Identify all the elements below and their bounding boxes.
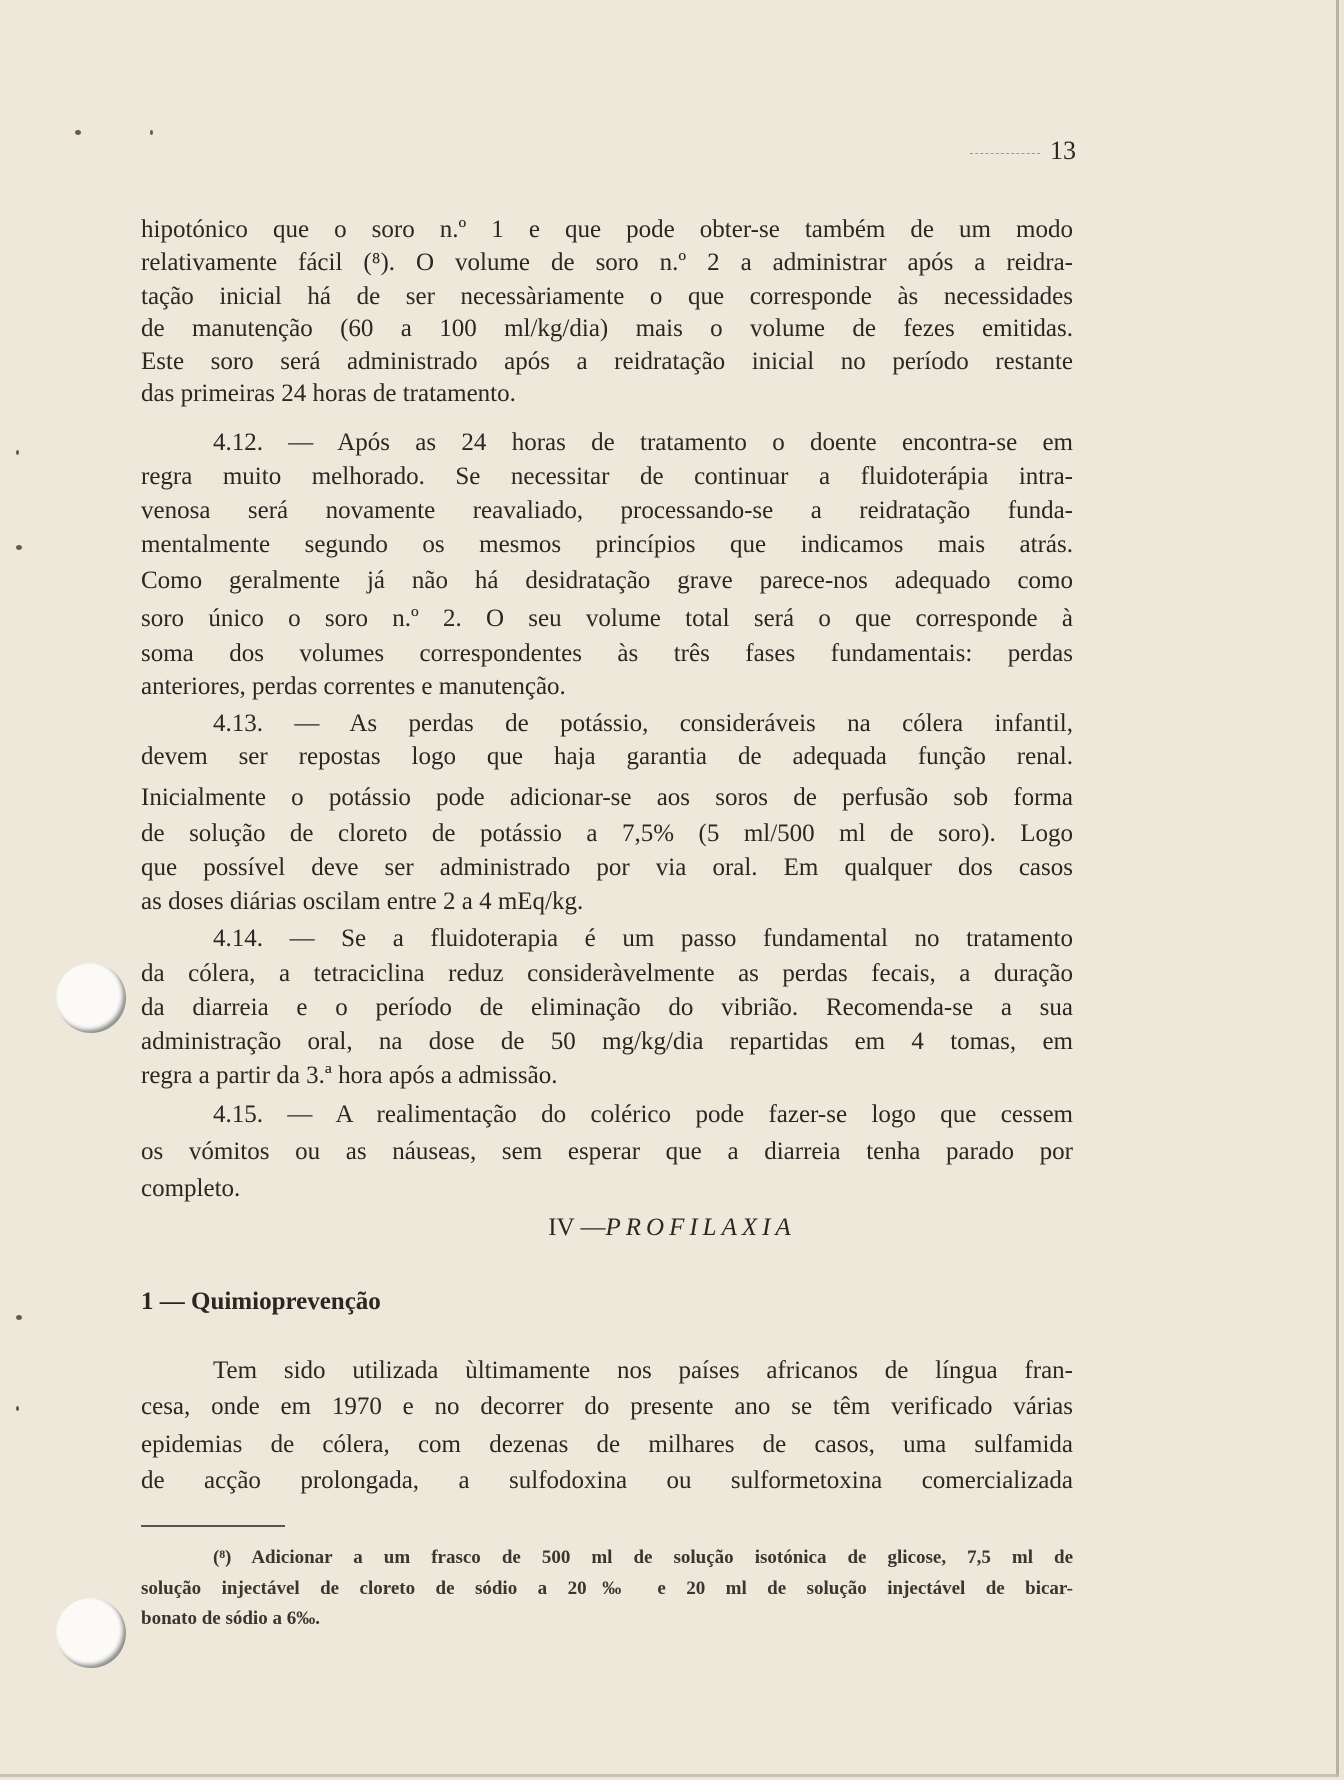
text-line: soro único o soro n.º 2. O seu volume total será o que corresponde à [141,604,1073,632]
scan-mark [16,1406,19,1411]
text-line: da cólera, a tetraciclina reduz consideràvelmente as perdas fecais, a duração [141,959,1073,987]
text-line: os vómitos ou as náuseas, sem esperar que a diarreia tenha parado por [141,1138,1073,1166]
footnote-line: solução injectável de cloreto de sódio a 20‰ e 20 ml de solução injectável de bicar- [141,1578,1073,1599]
scan-mark [16,450,19,455]
text-line: regra a partir da 3.ª hora após a admissão. [141,1061,558,1089]
text-line: devem ser repostas logo que haja garantia de adequada função renal. [141,743,1073,771]
punch-hole [56,963,126,1033]
text-line: 4.15. — A realimentação do colérico pode fazer-se logo que cessem [213,1100,1073,1128]
text-line: que possível deve ser administrado por via oral. Em qualquer dos casos [141,854,1073,882]
footnote-rule [141,1525,285,1527]
section-title: PROFILAXIA [605,1214,796,1242]
text-line: regra muito melhorado. Se necessitar de continuar a fluidoterápia intra- [141,462,1073,490]
text-line: administração oral, na dose de 50 mg/kg/dia repartidas em 4 tomas, em [141,1027,1073,1055]
text-line: 4.14. — Se a fluidoterapia é um passo fundamental no tratamento [213,924,1073,952]
text-line: tação inicial há de ser necessàriamente o que corresponde às necessidades [141,283,1073,311]
section-numeral: IV — [548,1214,606,1242]
text-line: Como geralmente já não há desidratação grave parece-nos adequado como [141,567,1073,595]
punch-hole [56,1598,126,1668]
text-line: relativamente fácil (⁸). O volume de soro n.º 2 a administrar após a reidra- [141,249,1073,277]
text-line: da diarreia e o período de eliminação do vibrião. Recomenda-se a sua [141,993,1073,1021]
text-line: de solução de cloreto de potássio a 7,5% (5 ml/500 ml de soro). Logo [141,820,1073,848]
text-line: Tem sido utilizada ùltimamente nos países africanos de língua fran- [213,1357,1073,1385]
page-number-leader [970,153,1040,154]
text-line: de manutenção (60 a 100 ml/kg/dia) mais o volume de fezes emitidas. [141,315,1073,343]
text-line: Inicialmente o potássio pode adicionar-se aos soros de perfusão sob forma [141,783,1073,811]
text-line: venosa será novamente reavaliado, processando-se a reidratação funda- [141,496,1073,524]
scan-mark [75,130,81,135]
text-line: cesa, onde em 1970 e no decorrer do presente ano se têm verificado várias [141,1393,1073,1421]
text-line: epidemias de cólera, com dezenas de milhares de casos, uma sulfamida [141,1430,1073,1458]
subsection-heading: 1 — Quimioprevenção [141,1287,381,1315]
scan-mark [16,1315,22,1320]
text-line: as doses diárias oscilam entre 2 a 4 mEq/kg. [141,888,584,916]
text-line: completo. [141,1175,241,1203]
text-line: das primeiras 24 horas de tratamento. [141,379,516,407]
text-line: anteriores, perdas correntes e manutenção. [141,672,566,700]
text-line: mentalmente segundo os mesmos princípios que indicamos mais atrás. [141,530,1073,558]
text-line: 4.13. — As perdas de potássio, consideráveis na cólera infantil, [213,710,1073,738]
text-line: hipotónico que o soro n.º 1 e que pode obter-se também de um modo [141,216,1073,244]
scan-mark [150,130,153,135]
text-line: 4.12. — Após as 24 horas de tratamento o doente encontra-se em [213,428,1073,456]
text-line: de acção prolongada, a sulfodoxina ou sulformetoxina comercializada [141,1467,1073,1495]
page-number: 13 [1050,136,1076,165]
footnote-line: (⁸) Adicionar a um frasco de 500 ml de solução isotónica de glicose, 7,5 ml de [213,1547,1073,1569]
scan-mark [16,545,22,550]
text-line: Este soro será administrado após a reidratação inicial no período restante [141,348,1073,376]
section-heading [0,1211,1344,1245]
footnote-line: bonato de sódio a 6‰. [141,1607,320,1629]
text-line: soma dos volumes correspondentes às três fases fundamentais: perdas [141,639,1073,667]
